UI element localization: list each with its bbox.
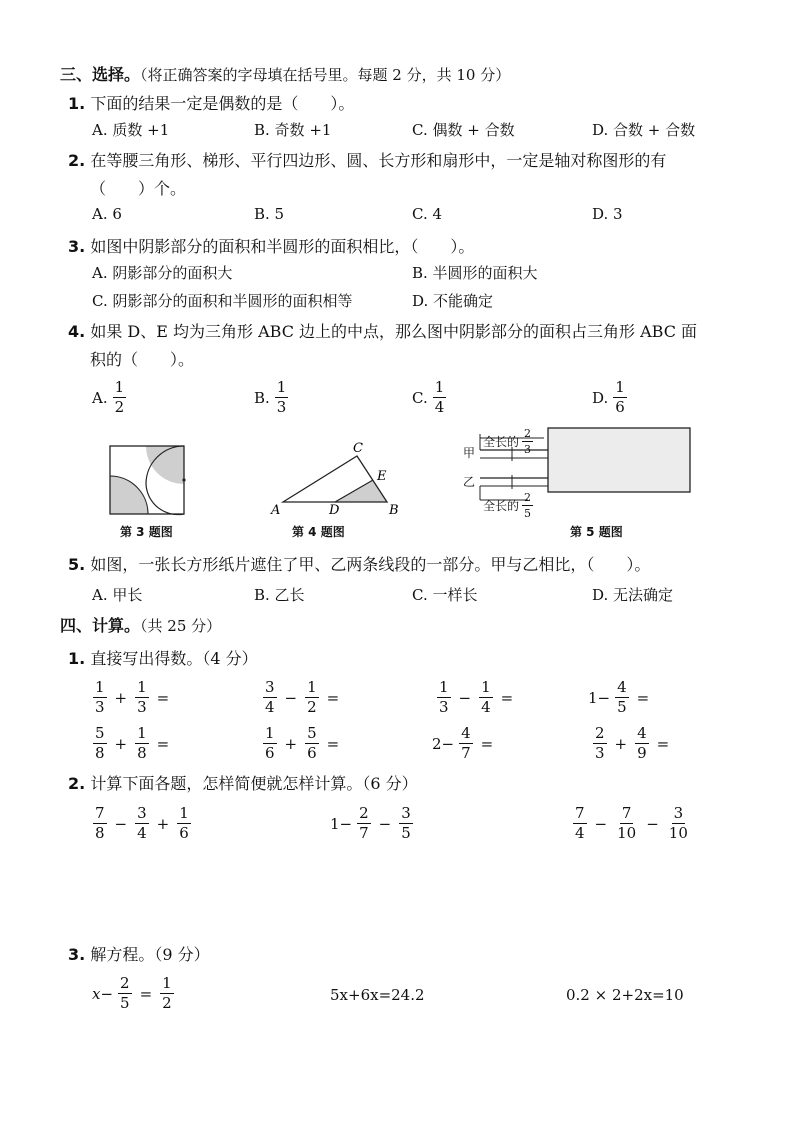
question-number: 2. xyxy=(68,151,86,170)
option-letter: B. xyxy=(254,388,270,407)
section4-title: 四、计算。 xyxy=(60,616,141,635)
oral-calc-5: $\frac{5}{8}$ + $\frac{1}{8}$ = xyxy=(95,724,170,762)
question-text: 如图中阴影部分的面积和半圆形的面积相比，（ ）。 xyxy=(90,237,475,256)
question-number: 3. xyxy=(68,237,86,256)
q1-option-d[interactable]: D. 合数 + 合数 xyxy=(592,121,696,139)
q5-option-d[interactable]: D. 无法确定 xyxy=(592,586,674,604)
oral-calc-3: $\frac{1}{3}$ − $\frac{1}{4}$ = xyxy=(439,678,514,716)
oral-calc-4: 1− $\frac{4}{5}$ = xyxy=(588,678,650,716)
question-number: 4. xyxy=(68,322,86,341)
question-3 xyxy=(68,234,474,257)
figure-5-yi-label: 乙 xyxy=(463,475,476,489)
figure-5-jia-label: 甲 xyxy=(463,446,476,460)
q4-option-b[interactable] xyxy=(254,380,289,415)
oral-calc-6: $\frac{1}{6}$ + $\frac{5}{6}$ = xyxy=(265,724,340,762)
label-D: D xyxy=(329,503,340,518)
oral-calc-7: 2− $\frac{4}{7}$ = xyxy=(432,724,494,762)
equation-3: 0.2 × 2+2x=10 xyxy=(566,986,684,1004)
question-text-line2: 积的（ ）。 xyxy=(90,350,195,369)
problem-number: 3. xyxy=(68,945,86,964)
option-letter: C. xyxy=(412,388,428,407)
figure-5-top-label xyxy=(483,428,534,455)
simplify-expr-3: $\frac{7}{4}$ − $\frac{7}{10}$ − $\frac{3}{10}$ xyxy=(575,804,688,842)
oral-calc-1: $\frac{1}{3}$ + $\frac{1}{3}$ = xyxy=(95,678,170,716)
problem-text: 解方程。（9 分） xyxy=(90,945,210,964)
question-text-line1: 如果 D、E 均为三角形 ABC 边上的中点，那么图中阴影部分的面积占三角形 ABC 面 xyxy=(90,322,698,341)
simplify-expr-1: $\frac{7}{8}$ − $\frac{3}{4}$ + $\frac{1}{6}$ xyxy=(95,804,189,842)
equation-2: 5x+6x=24.2 xyxy=(330,986,425,1004)
label-text: 全长的 xyxy=(483,499,520,513)
figure-4-caption: 第 4 题图 xyxy=(292,525,345,539)
figure-4-diagram xyxy=(265,440,405,520)
label-E: E xyxy=(377,469,387,484)
fraction: $\frac{2}{5}$ xyxy=(524,491,532,520)
q4-option-a[interactable] xyxy=(92,380,127,415)
q1-option-a[interactable]: A. 质数 +1 xyxy=(92,121,170,139)
q2-option-d[interactable]: D. 3 xyxy=(592,205,623,223)
option-letter: D. xyxy=(592,388,609,407)
oral-calc-8: $\frac{2}{3}$ + $\frac{4}{9}$ = xyxy=(595,724,670,762)
figure-3-caption: 第 3 题图 xyxy=(120,525,173,539)
q2-option-c[interactable]: C. 4 xyxy=(412,205,443,223)
q4-option-c[interactable] xyxy=(412,380,447,415)
question-5 xyxy=(68,552,650,575)
oral-calc-2: $\frac{3}{4}$ − $\frac{1}{2}$ = xyxy=(265,678,340,716)
fraction: $\frac{1}{4}$ xyxy=(434,378,445,416)
question-text-line1: 在等腰三角形、梯形、平行四边形、圆、长方形和扇形中，一定是轴对称图形的有 xyxy=(90,151,667,170)
section4-heading xyxy=(60,613,221,636)
section3-heading xyxy=(60,62,510,85)
section4-note: （共 25 分） xyxy=(140,617,222,635)
fraction: $\frac{2}{3}$ xyxy=(524,427,532,456)
q5-option-c[interactable]: C. 一样长 xyxy=(412,586,478,604)
figure-3-diagram xyxy=(108,444,188,516)
question-text: 如图，一张长方形纸片遮住了甲、乙两条线段的一部分。甲与乙相比，（ ）。 xyxy=(90,555,651,574)
question-1 xyxy=(68,91,354,114)
q3-option-a[interactable]: A. 阴影部分的面积大 xyxy=(92,264,233,282)
q2-option-b[interactable]: B. 5 xyxy=(254,205,285,223)
problem-number: 2. xyxy=(68,774,86,793)
q3-option-d[interactable]: D. 不能确定 xyxy=(412,292,494,310)
question-4 xyxy=(68,319,697,342)
problem-number: 1. xyxy=(68,649,86,668)
simplify-expr-2: 1− $\frac{2}{7}$ − $\frac{3}{5}$ xyxy=(330,804,411,842)
fraction: $\frac{1}{2}$ xyxy=(114,378,125,416)
question-2 xyxy=(68,148,666,171)
fraction: $\frac{1}{3}$ xyxy=(276,378,287,416)
q3-option-b[interactable]: B. 半圆形的面积大 xyxy=(412,264,538,282)
figure-5-caption: 第 5 题图 xyxy=(570,525,623,539)
label-text: 全长的 xyxy=(483,435,520,449)
problem-text: 直接写出得数。（4 分） xyxy=(90,649,258,668)
q5-option-a[interactable]: A. 甲长 xyxy=(92,586,143,604)
figure-5-bottom-label xyxy=(483,492,534,519)
q4-option-d[interactable] xyxy=(592,380,628,415)
question-text-line2: （ ）个。 xyxy=(90,179,187,198)
q1-option-c[interactable]: C. 偶数 + 合数 xyxy=(412,121,515,139)
label-A: A xyxy=(271,503,281,518)
question-text: 下面的结果一定是偶数的是（ ）。 xyxy=(90,94,355,113)
q1-option-b[interactable]: B. 奇数 +1 xyxy=(254,121,332,139)
q2-option-a[interactable]: A. 6 xyxy=(92,205,122,223)
option-letter: A. xyxy=(92,388,108,407)
label-C: C xyxy=(353,441,363,456)
problem-1 xyxy=(68,646,258,669)
label-B: B xyxy=(389,503,399,518)
fraction: $\frac{1}{6}$ xyxy=(615,378,625,416)
section3-note: （将正确答案的字母填在括号里。每题 2 分，共 10 分） xyxy=(140,66,511,84)
question-number: 5. xyxy=(68,555,86,574)
equation-1: x− $\frac{2}{5}$ = $\frac{1}{2}$ xyxy=(92,974,172,1012)
problem-text: 计算下面各题，怎样简便就怎样计算。（6 分） xyxy=(90,774,418,793)
q5-option-b[interactable]: B. 乙长 xyxy=(254,586,305,604)
question-number: 1. xyxy=(68,94,86,113)
problem-2 xyxy=(68,771,418,794)
problem-3 xyxy=(68,942,210,965)
q3-option-c[interactable]: C. 阴影部分的面积和半圆形的面积相等 xyxy=(92,292,353,310)
section3-title: 三、选择。 xyxy=(60,65,141,84)
